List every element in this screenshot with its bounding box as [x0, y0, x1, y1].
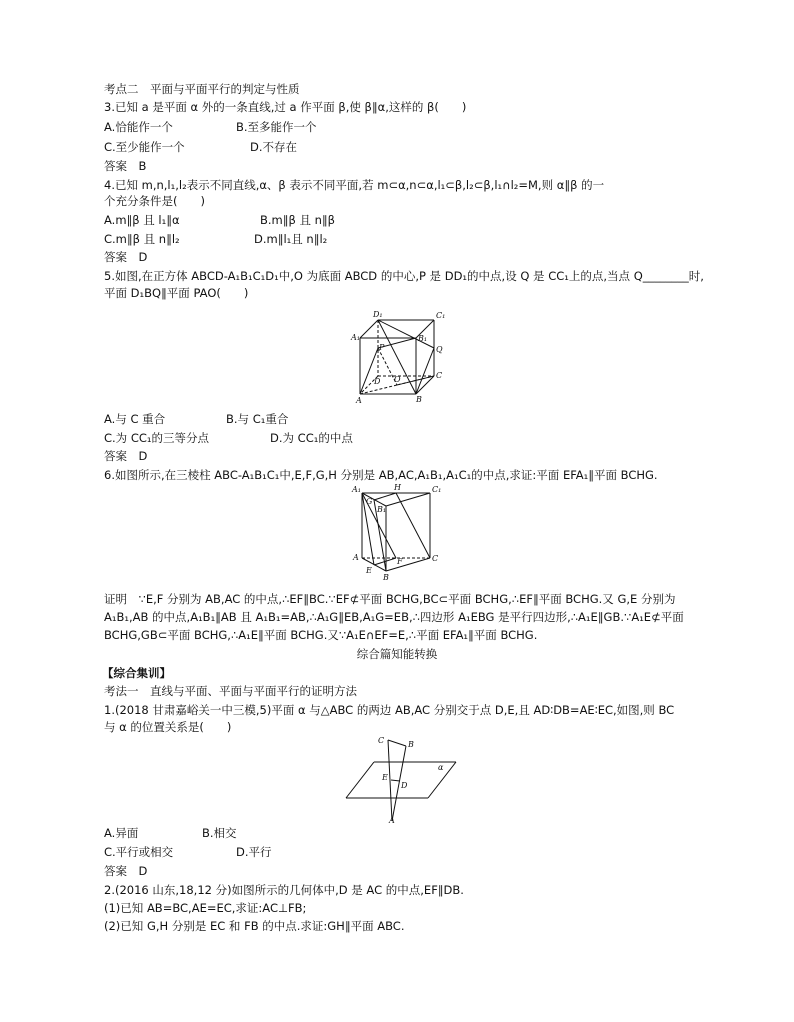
q5-option-d: D.为 CC₁的中点 — [270, 431, 353, 445]
prism-label-c1: C₁ — [432, 485, 442, 494]
cube-label-o: O — [394, 375, 401, 384]
q4-answer: 答案 D — [104, 250, 148, 264]
prism-label-g: G — [366, 497, 373, 506]
c1-stem-line1: 1.(2018 甘肃嘉峪关一中三模,5)平面 α 与△ABC 的两边 AB,AC 分别交于点 D,E,且 AD∶DB=AE∶EC,如图,则 BC — [104, 703, 675, 717]
cube-label-d1: D₁ — [373, 310, 383, 319]
c1-answer: 答案 D — [104, 864, 148, 878]
c1-option-b: B.相交 — [202, 826, 237, 840]
q4-option-d: D.m∥l₁且 n∥l₂ — [254, 232, 328, 246]
plane-triangle-figure — [342, 735, 460, 823]
c1-option-d: D.平行 — [236, 845, 272, 859]
prism-label-f: F — [397, 557, 403, 566]
prism-label-a: A — [353, 553, 359, 562]
section-heading: 考点二 平面与平面平行的判定与性质 — [104, 82, 300, 96]
q3-option-b: B.至多能作一个 — [236, 120, 317, 134]
fig-label-a: A — [389, 816, 395, 823]
fig-label-e: E — [382, 773, 388, 782]
cube-label-p: P — [379, 343, 385, 352]
c2-part2: (2)已知 G,H 分别是 EC 和 FB 的中点.求证:GH∥平面 ABC. — [104, 919, 405, 933]
q5-option-c: C.为 CC₁的三等分点 — [104, 431, 210, 445]
q3-option-a: A.恰能作一个 — [104, 120, 173, 134]
prism-figure — [350, 483, 450, 583]
q3-option-c: C.至少能作一个 — [104, 140, 185, 154]
cube-label-a: A — [356, 396, 362, 404]
c2-stem: 2.(2016 山东,18,12 分)如图所示的几何体中,D 是 AC 的中点,EF∥DB. — [104, 883, 464, 897]
cube-label-b: B — [416, 395, 422, 404]
q5-stem-line2: 平面 D₁BQ∥平面 PAO( ) — [104, 286, 249, 300]
cube-label-b1: B₁ — [418, 334, 428, 343]
q3-answer: 答案 B — [104, 159, 147, 173]
prism-label-e: E — [366, 566, 372, 575]
q5-answer: 答案 D — [104, 449, 148, 463]
q6-stem: 6.如图所示,在三棱柱 ABC-A₁B₁C₁中,E,F,G,H 分别是 AB,AC,A₁B₁,A₁C₁的中点,求证:平面 EFA₁∥平面 BCHG. — [104, 468, 658, 482]
c1-option-a: A.异面 — [104, 826, 139, 840]
section-heading-2: 考法一 直线与平面、平面与平面平行的证明方法 — [104, 684, 357, 698]
c1-stem-line2: 与 α 的位置关系是( ) — [104, 720, 232, 734]
q6-proof-line3: BCHG,GB⊂平面 BCHG,∴A₁E∥平面 BCHG.又∵A₁E∩EF=E,∴平面 EFA₁∥平面 BCHG. — [104, 628, 538, 642]
section-title: 综合篇知能转换 — [356, 647, 438, 661]
q6-proof-line2: A₁B₁,AB 的中点,A₁B₁∥AB 且 A₁B₁=AB,∴A₁G∥EB,A₁G=EB,∴四边形 A₁EBG 是平行四边形,∴A₁E∥GB.∵A₁E⊄平面 — [104, 610, 684, 624]
prism-label-h: H — [394, 483, 401, 492]
fig-label-c: C — [378, 736, 385, 745]
prism-label-a1: A₁ — [352, 485, 361, 494]
cube-label-q: Q — [436, 345, 443, 354]
q4-option-c: C.m∥β 且 n∥l₂ — [104, 232, 180, 246]
cube-label-c1: C₁ — [436, 311, 446, 320]
q3-stem: 3.已知 a 是平面 α 外的一条直线,过 a 作平面 β,使 β∥α,这样的 β( ) — [104, 100, 467, 114]
fig-label-d: D — [401, 781, 408, 790]
q5-option-b: B.与 C₁重合 — [226, 412, 289, 426]
cube-label-c: C — [436, 371, 443, 380]
q3-option-d: D.不存在 — [250, 140, 298, 154]
prism-label-c: C — [432, 554, 439, 563]
c2-part1: (1)已知 AB=BC,AE=EC,求证:AC⊥FB; — [104, 901, 307, 915]
q4-option-a: A.m∥β 且 l₁∥α — [104, 213, 180, 227]
cube-label-a1: A₁ — [351, 333, 360, 342]
prism-label-b1: B₁ — [377, 505, 387, 514]
section-bracket: 【综合集训】 — [102, 666, 171, 680]
fig-label-b: B — [408, 740, 414, 749]
fig-label-alpha: α — [438, 763, 444, 772]
q5-stem-line1: 5.如图,在正方体 ABCD-A₁B₁C₁D₁中,O 为底面 ABCD 的中心,P 是 DD₁的中点,设 Q 是 CC₁上的点,当点 Q________时, — [104, 269, 704, 283]
q4-option-b: B.m∥β 且 n∥β — [260, 213, 336, 227]
q5-option-a: A.与 C 重合 — [104, 412, 166, 426]
cube-figure — [350, 308, 460, 404]
c1-option-c: C.平行或相交 — [104, 845, 174, 859]
cube-label-d: D — [374, 377, 381, 386]
q4-stem-line1: 4.已知 m,n,l₁,l₂表示不同直线,α、β 表示不同平面,若 m⊂α,n⊂α,l₁⊂β,l₂⊂β,l₁∩l₂=M,则 α∥β 的一 — [104, 178, 605, 192]
q4-stem-line2: 个充分条件是( ) — [104, 194, 205, 208]
q6-proof-line1: 证明 ∵E,F 分别为 AB,AC 的中点,∴EF∥BC.∵EF⊄平面 BCHG,BC⊂平面 BCHG,∴EF∥平面 BCHG.又 G,E 分别为 — [104, 592, 676, 606]
prism-label-b: B — [383, 573, 389, 582]
